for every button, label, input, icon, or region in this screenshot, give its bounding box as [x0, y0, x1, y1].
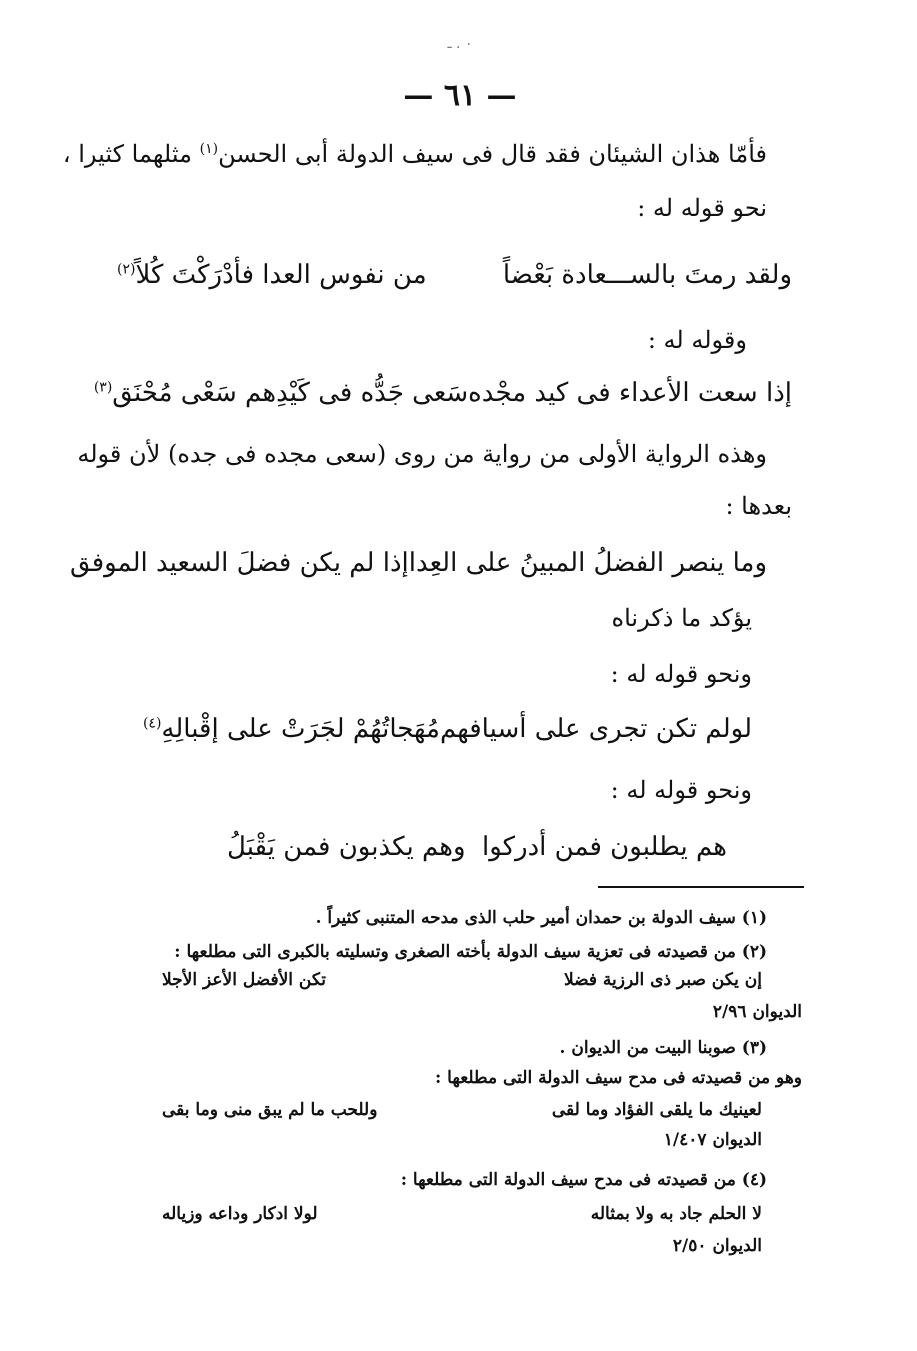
- intro-5: ونحو قوله له :: [610, 776, 752, 804]
- para1-line1: فأمّا هذان الشيئان فقد قال فى سيف الدولة أبى الحسن$^{(١)}$ مثلهما كثيرا ،: [62, 140, 767, 168]
- verse-3-second-hemistich: إذا لم يكن فضلَ السعيد الموفق: [70, 548, 409, 578]
- verse-3: [70, 548, 767, 578]
- verse-4: [142, 714, 752, 744]
- page-number: — ٦١ —: [403, 78, 517, 113]
- footnote-3-verse: [162, 1100, 762, 1120]
- footnote-4-source: الديوان ٢/٥٠: [672, 1236, 762, 1256]
- verse-3-first-hemistich: وما ينصر الفضلُ المبينُ على العِدا: [408, 548, 767, 578]
- header-mark: ٠ . ـ: [447, 36, 473, 52]
- footnote-4-verse-first: لا الحلم جاد به ولا بمثاله: [590, 1204, 762, 1224]
- verse-2-first-hemistich: إذا سعت الأعداء فى كيد مجْده: [468, 378, 792, 408]
- footnote-ref-2[interactable]: (٢): [117, 261, 136, 278]
- footnote-3-verse-first: لعينيك ما يلقى الفؤاد وما لقى: [551, 1100, 762, 1120]
- footnote-2-verse-first: إن يكن صبر ذى الرزية فضلا: [563, 970, 762, 990]
- footnote-4-intro: (٤) من قصيدته فى مدح سيف الدولة التى مطلعها :: [400, 1170, 767, 1190]
- footnote-ref-1[interactable]: (١): [199, 141, 219, 157]
- footnote-2-verse-second: تكن الأفضل الأعز الأجلا: [162, 970, 326, 990]
- verse-1-first-hemistich: ولقد رمتَ بالســـعادة بَعْضاً: [502, 260, 792, 290]
- footnote-2-verse: [162, 970, 762, 990]
- verse-5-second-hemistich: وهم يكذبون فمن يَقْبَلُ: [227, 832, 466, 862]
- footnote-ref-3[interactable]: (٣): [93, 379, 113, 396]
- intro-2: وقوله له :: [647, 326, 747, 354]
- footnote-3-intro: وهو من قصيدته فى مدح سيف الدولة التى مطلعها :: [434, 1068, 802, 1088]
- footnote-ref-4[interactable]: (٤): [142, 715, 162, 732]
- para1-line2: نحو قوله له :: [637, 194, 767, 222]
- footnote-3-source: الديوان ١/٤٠٧: [663, 1130, 762, 1150]
- verse-2: [93, 378, 792, 408]
- intro-4: ونحو قوله له :: [610, 660, 752, 688]
- footnote-4-verse-second: لولا ادكار وداعه وزياله: [162, 1204, 318, 1224]
- verse-5-first-hemistich: هم يطلبون فمن أدركوا: [482, 832, 727, 862]
- footnote-divider: [598, 886, 804, 888]
- verse-1: [117, 260, 792, 290]
- verse-4-first-hemistich: لولم تكن تجرى على أسيافهم: [439, 714, 752, 744]
- footnote-1: (١) سيف الدولة بن حمدان أمير حلب الذى مدحه المتنبى كثيراً .: [315, 908, 767, 928]
- footnote-2-source: الديوان ٢/٩٦: [712, 1002, 802, 1022]
- verse-2-second-hemistich: سَعى جَدُّه فى كَيْدِهم سَعْى مُحْنَق$^{(٣)}$: [93, 378, 469, 408]
- footnote-3: (٣) صوبنا البيت من الديوان .: [559, 1038, 767, 1058]
- para2-line2: بعدها :: [725, 492, 792, 520]
- para3: يؤكد ما ذكرناه: [611, 604, 752, 632]
- footnote-4-verse: [162, 1204, 762, 1224]
- verse-4-second-hemistich: مُهَجاتُهُمْ لجَرَتْ على إقْبالِهِ$^{(٤)}$: [142, 714, 440, 744]
- verse-1-second-hemistich: من نفوس العدا فأدْرَكْتَ كُلاً$^{(٢)}$: [117, 260, 427, 290]
- footnote-3-verse-second: وللحب ما لم يبق منى وما بقى: [162, 1100, 378, 1120]
- verse-5: [227, 832, 727, 862]
- para2-line1: وهذه الرواية الأولى من رواية من روى (سعى مجده فى جده) لأن قوله: [77, 440, 767, 468]
- footnote-2-intro: (٢) من قصيدته فى تعزية سيف الدولة بأخته الصغرى وتسليته بالكبرى التى مطلعها :: [174, 942, 767, 962]
